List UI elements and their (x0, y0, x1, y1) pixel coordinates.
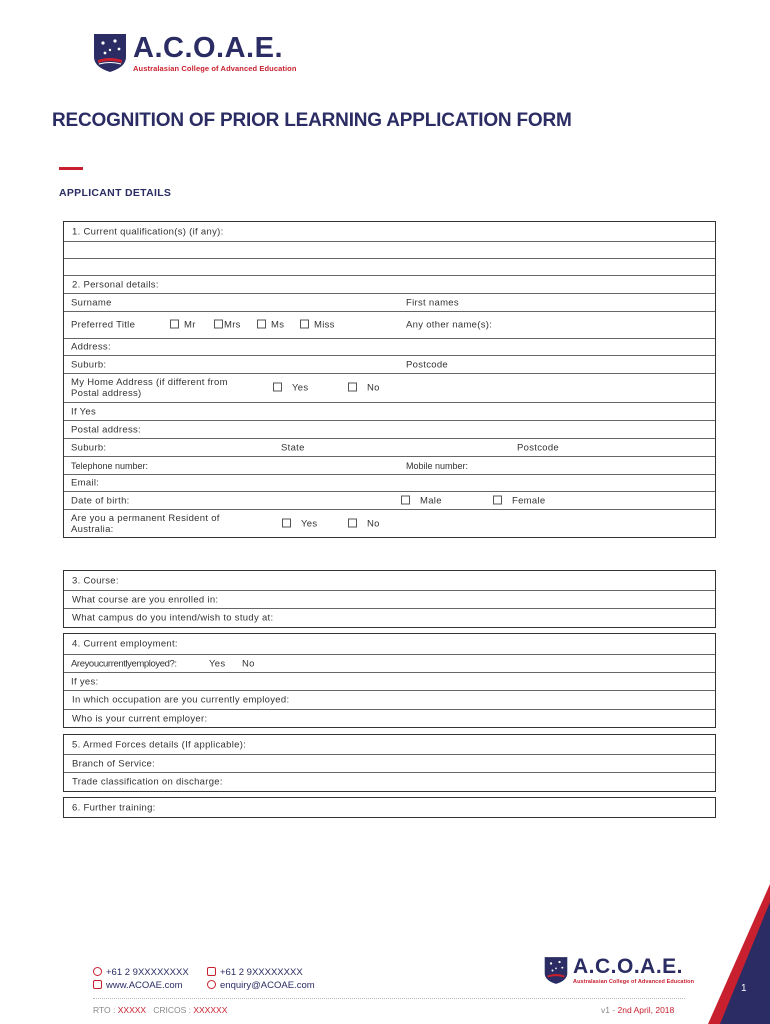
footer-fax: +61 2 9XXXXXXXX (207, 966, 303, 979)
trade-label: Trade classification on discharge: (72, 776, 223, 788)
corner-decoration (680, 884, 770, 1024)
first-names-label: First names (406, 297, 459, 308)
email-row[interactable] (64, 474, 715, 491)
fax-icon (207, 967, 216, 976)
employer-label: Who is your current employer: (72, 713, 208, 724)
checkbox-icon (493, 495, 502, 504)
accent-divider (59, 167, 83, 170)
postal-address-label: Postal address: (71, 424, 141, 435)
postal-suburb-row[interactable] (64, 438, 715, 456)
footer-logo-name: A.C.O.A.E. (573, 955, 684, 978)
suburb-row[interactable] (64, 355, 715, 373)
resident-label: Are you a permanent Resident of Australia: (71, 512, 220, 535)
dob-label: Date of birth: (71, 495, 130, 506)
footer-registration (93, 1005, 227, 1015)
surname-row[interactable] (64, 293, 715, 311)
further-training-table (63, 797, 716, 818)
section-heading: APPLICANT DETAILS (59, 187, 172, 199)
version-label: v1 - (601, 1005, 616, 1015)
telephone-label: Telephone number: (71, 460, 149, 471)
qualification-input-row-2[interactable] (64, 258, 715, 275)
footer-logo (544, 956, 694, 985)
version-date: 2nd April, 2018 (617, 1005, 675, 1015)
armed-forces-section-row (64, 735, 715, 754)
checkbox-icon (282, 518, 291, 527)
title-mrs-option[interactable]: Mrs (214, 320, 241, 331)
gender-female-option[interactable]: Female (493, 495, 545, 506)
title-ms-option[interactable]: Ms (257, 320, 284, 331)
postcode-label: Postcode (406, 359, 449, 370)
home-address-no-option[interactable]: No (348, 383, 380, 394)
checkbox-icon (214, 320, 223, 329)
employment-if-yes-row (64, 672, 715, 690)
branch-row[interactable] (64, 754, 715, 772)
qualification-input-row[interactable] (64, 241, 715, 258)
surname-label: Surname (71, 297, 112, 308)
course-section-label: 3. Course: (72, 575, 119, 586)
course-label: What course are you enrolled in: (72, 594, 219, 605)
employment-section-label: 4. Current employment: (72, 638, 178, 650)
header-logo (93, 33, 297, 73)
employment-section-row (64, 634, 715, 654)
shield-logo-icon (544, 956, 568, 985)
resident-no-option[interactable]: No (348, 518, 380, 529)
checkbox-icon (348, 383, 357, 392)
if-yes-label: If Yes (71, 406, 97, 417)
title-miss-option[interactable]: Miss (300, 320, 335, 331)
address-row[interactable] (64, 338, 715, 355)
checkbox-icon (401, 495, 410, 504)
email-icon (207, 980, 216, 989)
telephone-row[interactable] (64, 456, 715, 474)
footer-divider (93, 998, 685, 999)
rto-label: RTO : (93, 1005, 116, 1015)
preferred-title-label: Preferred Title (71, 319, 136, 331)
logo-subtitle: Australasian College of Advanced Education (133, 64, 297, 73)
cricos-label: CRICOS : (153, 1005, 191, 1015)
campus-row[interactable] (64, 608, 715, 627)
page-number: 1 (741, 983, 747, 994)
employed-yes-option[interactable]: Yes (209, 658, 226, 669)
armed-forces-section-label: 5. Armed Forces details (If applicable): (72, 739, 247, 750)
state-label: State (281, 442, 305, 453)
course-table (63, 570, 716, 628)
course-row[interactable] (64, 590, 715, 608)
further-training-label: 6. Further training: (72, 802, 156, 813)
title-row (64, 311, 715, 338)
rto-value: XXXXX (117, 1005, 147, 1015)
checkbox-icon (257, 320, 266, 329)
qualification-row (64, 222, 715, 241)
armed-forces-table (63, 734, 716, 792)
form-title: RECOGNITION OF PRIOR LEARNING APPLICATION FORM (52, 110, 572, 131)
other-names-label: Any other name(s): (406, 319, 493, 331)
title-mr-option[interactable]: Mr (170, 320, 196, 331)
postal-address-row[interactable] (64, 420, 715, 438)
employed-label: Areyoucurrentlyemployed?: (71, 658, 177, 669)
employed-row (64, 654, 715, 672)
dob-row[interactable] (64, 491, 715, 509)
mobile-label: Mobile number: (406, 460, 469, 471)
personal-details-table (63, 221, 716, 538)
employment-table (63, 633, 716, 728)
footer-logo-subtitle: Australasian College of Advanced Education (573, 979, 695, 985)
address-label: Address: (71, 341, 111, 353)
personal-details-label: 2. Personal details: (72, 279, 159, 290)
gender-male-option[interactable]: Male (401, 495, 442, 506)
checkbox-icon (273, 383, 282, 392)
shield-logo-icon (93, 33, 127, 73)
qualification-label: 1. Current qualification(s) (if any): (72, 226, 224, 237)
suburb-label: Suburb: (71, 359, 107, 370)
footer-version (601, 1005, 674, 1015)
occupation-label: In which occupation are you currently employed: (72, 694, 290, 706)
footer-web[interactable]: www.ACOAE.com (93, 979, 183, 992)
resident-row (64, 509, 715, 537)
footer-phone: +61 2 9XXXXXXXX (93, 966, 189, 979)
cricos-value: XXXXXX (193, 1005, 228, 1015)
employer-row[interactable] (64, 709, 715, 727)
logo-name: A.C.O.A.E. (133, 32, 284, 64)
footer-email[interactable]: enquiry@ACOAE.com (207, 979, 315, 992)
occupation-row[interactable] (64, 690, 715, 709)
personal-details-row (64, 275, 715, 293)
if-yes-row (64, 402, 715, 420)
home-address-yes-option[interactable]: Yes (273, 383, 308, 394)
checkbox-icon (348, 518, 357, 527)
branch-label: Branch of Service: (72, 758, 156, 769)
trade-row[interactable] (64, 772, 715, 791)
checkbox-icon (300, 320, 309, 329)
phone-icon (93, 967, 102, 976)
web-icon (93, 980, 102, 989)
postal-suburb-label: Suburb: (71, 442, 107, 453)
postal-postcode-label: Postcode (517, 442, 560, 453)
course-section-row (64, 571, 715, 590)
checkbox-icon (170, 320, 179, 329)
campus-label: What campus do you intend/wish to study at: (72, 612, 274, 624)
home-address-row (64, 373, 715, 402)
resident-yes-option[interactable]: Yes (282, 518, 317, 529)
employment-if-yes-label: If yes: (71, 676, 99, 687)
further-training-row[interactable] (64, 798, 715, 817)
home-address-label: My Home Address (if different from Postal address) (71, 377, 228, 399)
email-label: Email: (71, 477, 100, 489)
employed-no-option[interactable]: No (242, 658, 255, 669)
